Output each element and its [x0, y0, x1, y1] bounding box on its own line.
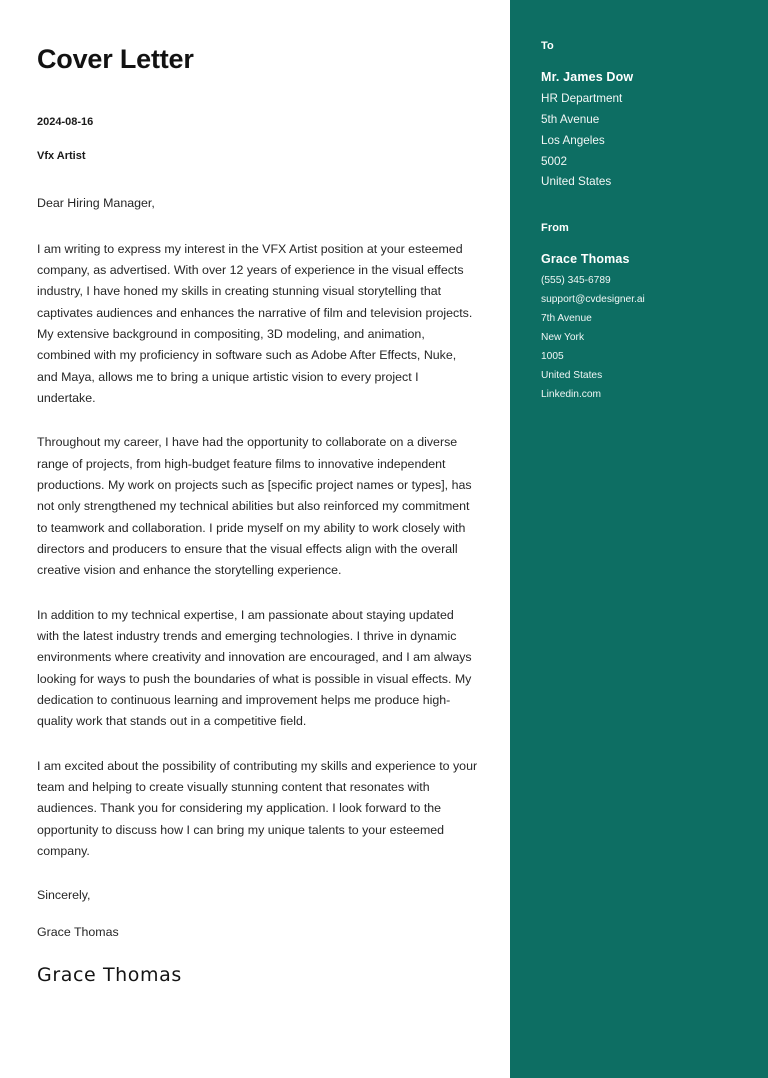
sender-heading: From: [541, 222, 569, 235]
sender-line-postal-code: 1005: [541, 350, 564, 362]
letter-paragraph-3: In addition to my technical expertise, I am passionate about staying updated with the latest industry trends and emerging technologies. I thrive in dynamic environments where creativity and innovation are encouraged, and I am always looking for ways to push the boundaries of what is possible in visual effects. My dedication to continuous learning and improvement helps me produce high-quality work that stands out in a competitive field.: [37, 607, 472, 729]
recipient-line-postal-code: 5002: [541, 154, 568, 168]
closing-salutation: Sincerely,: [37, 888, 91, 903]
recipient-line-department: HR Department: [541, 92, 623, 106]
recipient-block: [541, 40, 748, 193]
closing-name: Grace Thomas: [37, 925, 119, 940]
sender-line-city: New York: [541, 331, 585, 343]
sender-line-street: 7th Avenue: [541, 313, 592, 325]
letter-paragraph-1: I am writing to express my interest in the VFX Artist position at your esteemed company, as advertised. With over 12 years of experience in the visual effects industry, I have honed my skills in creating stunning visual storytelling that captivates audiences and enhances the narrative of film and television projects. My extensive background in compositing, 3D modeling, and animation, combined with my proficiency in software such as Adobe After Effects, Nuke, and Maya, allows me to bring a unique artistic vision to every project I undertake.: [37, 241, 473, 405]
sender-email[interactable]: support@cvdesigner.ai: [541, 294, 645, 306]
letter-paragraph-2: Throughout my career, I have had the opportunity to collaborate on a diverse range of projects, from high-budget feature films to innovative independent productions. My work on projects such as [specific project names or types], has not only strengthened my technical abilities but also reinforced my commitment to teamwork and collaboration. I pride myself on my ability to work closely with directors and producers to ensure that the visual effects align with the overall creative vision and enhance the storytelling experience.: [37, 435, 472, 578]
sender-name: Grace Thomas: [541, 252, 630, 267]
letter-job-role: Vfx Artist: [37, 150, 86, 163]
sender-block: [541, 222, 748, 404]
page-title: Cover Letter: [37, 44, 194, 74]
sender-linkedin-link[interactable]: Linkedin.com: [541, 388, 602, 400]
sender-line-country: United States: [541, 369, 603, 381]
recipient-line-country: United States: [541, 175, 612, 189]
letter-salutation: Dear Hiring Manager,: [37, 195, 155, 210]
recipient-line-city: Los Angeles: [541, 133, 605, 147]
contact-sidebar: [510, 0, 768, 1078]
signature: Grace Thomas: [37, 963, 182, 986]
recipient-name: Mr. James Dow: [541, 70, 634, 85]
recipient-line-street: 5th Avenue: [541, 112, 600, 126]
letter-date: 2024-08-16: [37, 116, 94, 129]
sender-phone: (555) 345-6789: [541, 275, 611, 287]
recipient-heading: To: [541, 40, 554, 52]
letter-paragraph-4: I am excited about the possibility of contributing my skills and experience to your team and helping to create visually stunning content that resonates with audiences. Thank you for considering my application. I look forward to the opportunity to discuss how I can bring my unique talents to your esteemed company.: [37, 758, 478, 858]
